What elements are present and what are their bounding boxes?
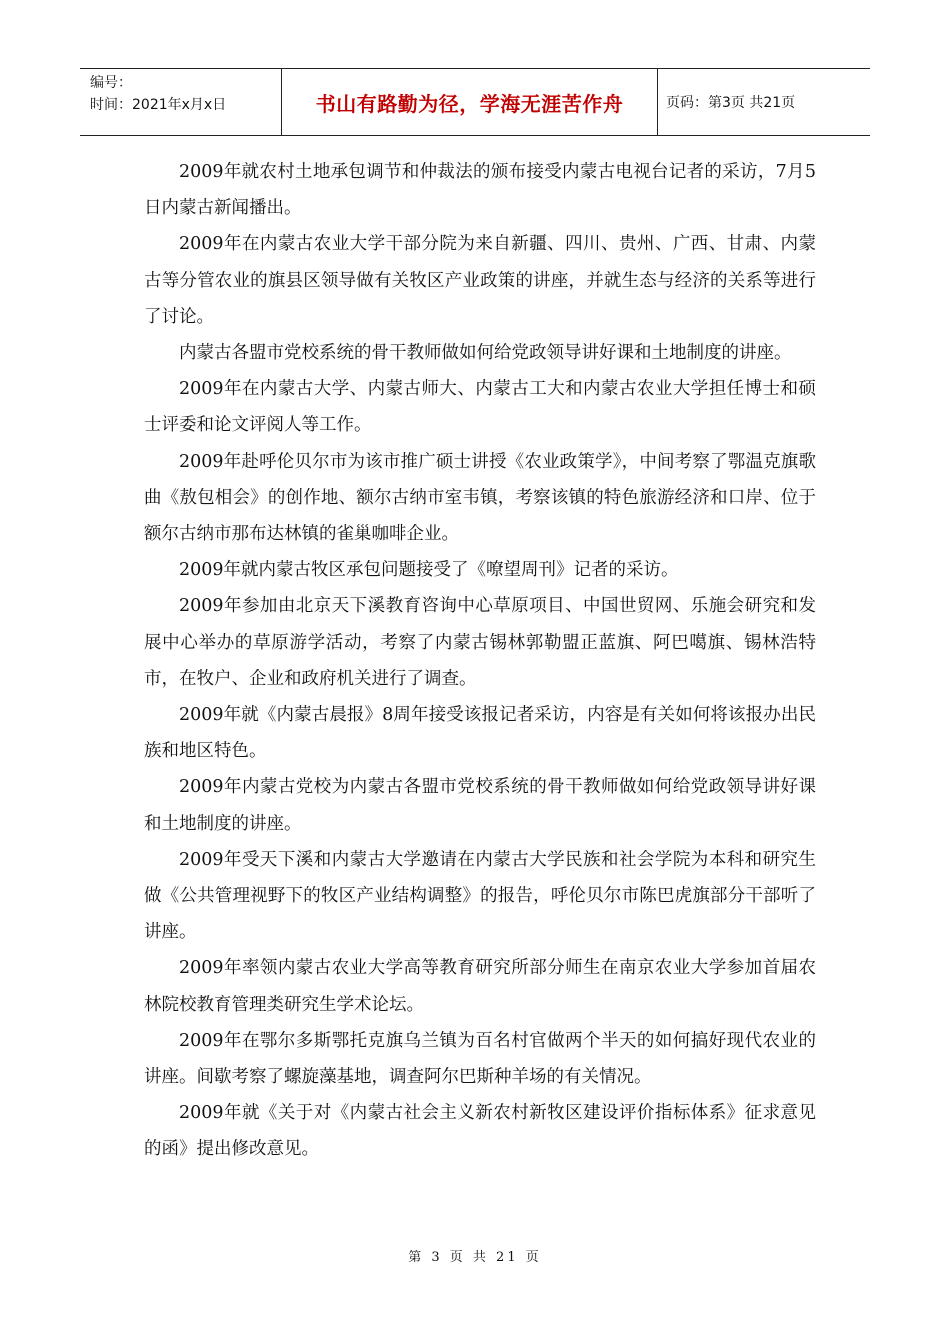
paragraph: 2009年率领内蒙古农业大学高等教育研究所部分师生在南京农业大学参加首届农林院校教育管理类研究生学术论坛。	[144, 958, 816, 1015]
paragraph: 2009年就农村土地承包调节和仲裁法的颁布接受内蒙古电视台记者的采访，7月5日内蒙古新闻播出。	[144, 162, 816, 219]
paragraph: 2009年受天下溪和内蒙古大学邀请在内蒙古大学民族和社会学院为本科和研究生做《公共管理视野下的牧区产业结构调整》的报告，呼伦贝尔市陈巴虎旗部分干部听了讲座。	[144, 849, 816, 943]
paragraph: 2009年参加由北京天下溪教育咨询中心草原项目、中国世贸网、乐施会研究和发展中心举办的草原游学活动，考察了内蒙古锡林郭勒盟正蓝旗、阿巴噶旗、锡林浩特市，在牧户、企业和政府机关进行了调查。	[144, 596, 816, 689]
paragraph: 2009年在内蒙古大学、内蒙古师大、内蒙古工大和内蒙古农业大学担任博士和硕士评委和论文评阅人等工作。	[144, 379, 816, 436]
paragraph: 2009年就《内蒙古晨报》8周年接受该报记者采访，内容是有关如何将该报办出民族和地区特色。	[144, 705, 816, 762]
document-header	[80, 68, 870, 136]
document-number-label: 编号：	[90, 75, 132, 91]
paragraph: 内蒙古各盟市党校系统的骨干教师做如何给党政领导讲好课和土地制度的讲座。	[179, 343, 792, 364]
paragraph: 2009年赴呼伦贝尔市为该市推广硕士讲授《农业政策学》，中间考察了鄂温克旗歌曲《敖包相会》的创作地、额尔古纳市室韦镇，考察该镇的特色旅游经济和口岸、位于额尔古纳市那布达林镇的雀巢咖啡企业。	[144, 451, 816, 545]
paragraph: 2009年就内蒙古牧区承包问题接受了《嘹望周刊》记者的采访。	[179, 560, 679, 581]
page-footer: 第 3 页 共 21 页	[408, 1250, 542, 1265]
header-page-info: 页码：第3页 共21页	[666, 95, 796, 111]
paragraph: 2009年在内蒙古农业大学干部分院为来自新疆、四川、贵州、广西、甘肃、内蒙古等分管农业的旗县区领导做有关牧区产业政策的讲座，并就生态与经济的关系等进行了讨论。	[144, 234, 816, 327]
header-motto: 书山有路勤为径，学海无涯苦作舟	[282, 69, 658, 135]
paragraph: 2009年在鄂尔多斯鄂托克旗乌兰镇为百名村官做两个半天的如何搞好现代农业的讲座。间歇考察了螺旋藻基地，调查阿尔巴斯种羊场的有关情况。	[144, 1030, 816, 1088]
document-body	[144, 154, 816, 1168]
header-meta	[80, 69, 282, 135]
paragraph: 2009年就《关于对《内蒙古社会主义新农村新牧区建设评价指标体系》征求意见的函》提出修改意见。	[144, 1103, 816, 1160]
paragraph: 2009年内蒙古党校为内蒙古各盟市党校系统的骨干教师做如何给党政领导讲好课和土地制度的讲座。	[144, 777, 816, 834]
document-time-label: 时间：2021年x月x日	[90, 97, 227, 113]
